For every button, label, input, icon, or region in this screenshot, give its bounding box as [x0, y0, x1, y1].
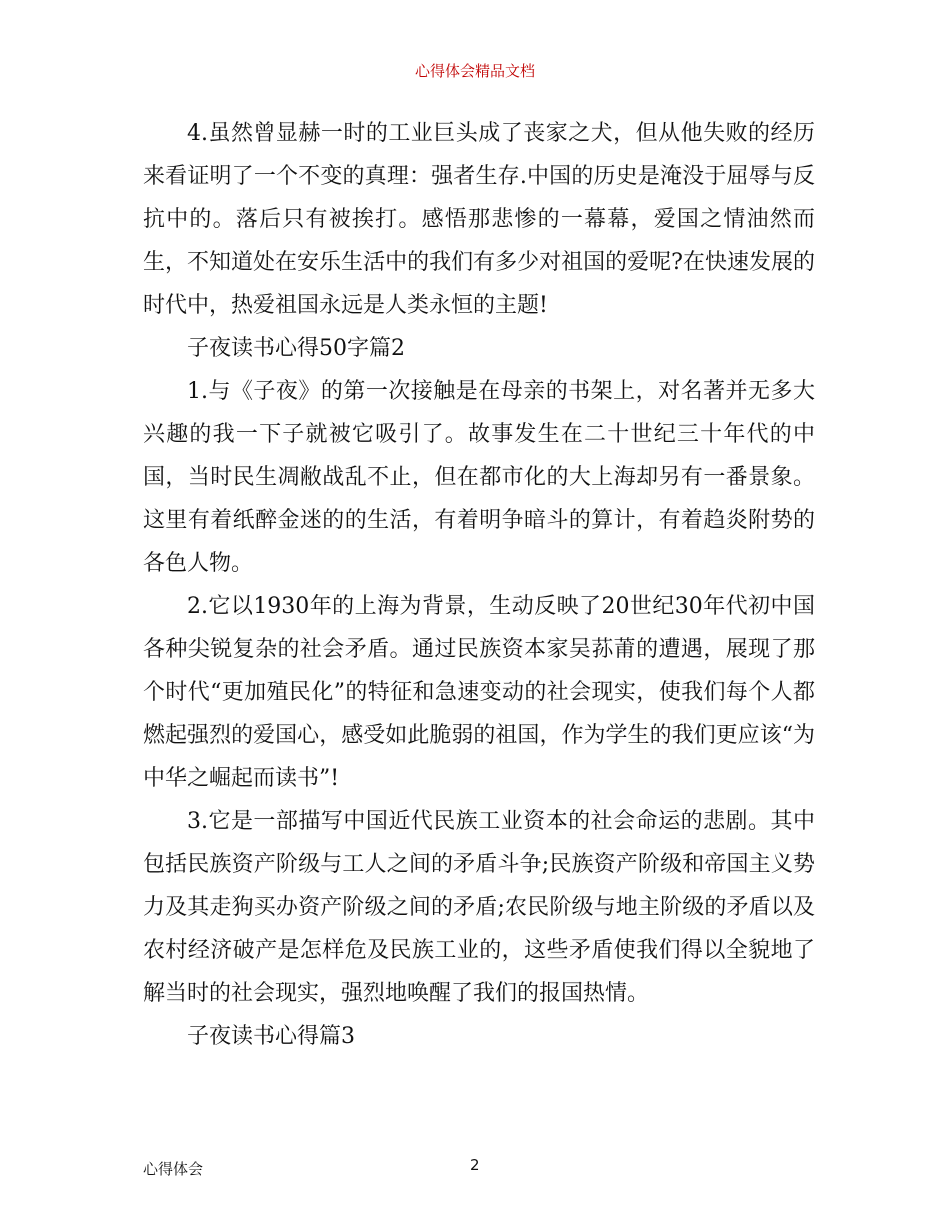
page-header-title: 心得体会精品文档 [414, 62, 535, 80]
page-number: 2 [470, 1156, 480, 1174]
paragraph-point-3: 3.它是一部描写中国近代民族工业资本的社会命运的悲剧。其中包括民族资产阶级与工人之间的矛盾斗争;民族资产阶级和帝国主义势力及其走狗买办资产阶级之间的矛盾;农民阶级与地主阶级的矛盾以及农村经济破产是怎样危及民族工业的，这些矛盾使我们得以全貌地了解当时的社会现实，强烈地唤醒了我们的报国热情。 [143, 809, 815, 1006]
paragraph-point-2: 2.它以1930年的上海为背景，生动反映了20世纪30年代初中国各种尖锐复杂的社会矛盾。通过民族资本家吴荪莆的遭遇，展现了那个时代“更加殖民化”的特征和急速变动的社会现实，使我们每个人都燃起强烈的爱国心，感受如此脆弱的祖国，作为学生的我们更应该“为中华之崛起而读书”! [143, 594, 815, 791]
document-body [143, 112, 815, 1058]
section-heading-3: 子夜读书心得篇3 [187, 1024, 355, 1049]
paragraph-point-4: 4.虽然曾显赫一时的工业巨头成了丧家之犬，但从他失败的经历来看证明了一个不变的真理：强者生存.中国的历史是淹没于屈辱与反抗中的。落后只有被挨打。感悟那悲惨的一幕幕，爱国之情油然而生，不知道处在安乐生活中的我们有多少对祖国的爱呢?在快速发展的时代中，热爱祖国永远是人类永恒的主题! [143, 121, 815, 318]
paragraph-point-1: 1.与《子夜》的第一次接触是在母亲的书架上，对名著并无多大兴趣的我一下子就被它吸引了。故事发生在二十世纪三十年代的中国，当时民生凋敝战乱不止，但在都市化的大上海却另有一番景象。这里有着纸醉金迷的的生活，有着明争暗斗的算计，有着趋炎附势的各色人物。 [143, 379, 815, 576]
page-footer-label: 心得体会 [143, 1160, 204, 1178]
section-heading-2: 子夜读书心得50字篇2 [187, 336, 405, 361]
